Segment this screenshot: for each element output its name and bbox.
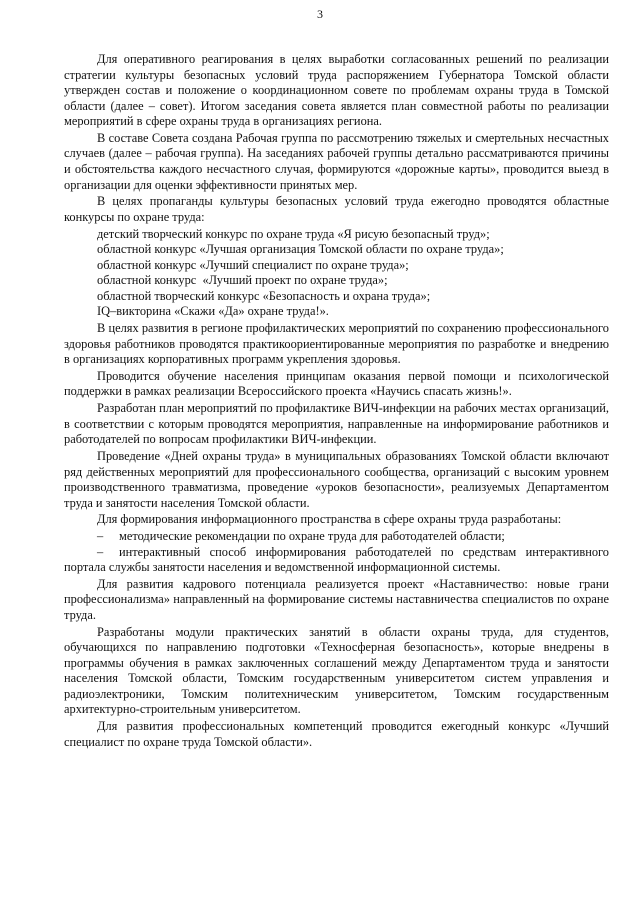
paragraph-info-space: Для формирования информационного пространства в сфере охраны труда разработаны: [97,512,562,527]
paragraph-health-programs: В целях развития в регионе профилактических мероприятий по сохранению профессионального здоровья работников проводятся практикоориентированные мероприятия по разработке и внедрению в организациях корпоративных программ укрепления здоровья. [64,321,609,367]
list-item: областной творческий конкурс «Безопасность и охрана труда»; [97,288,431,303]
page-number: 3 [317,7,323,21]
list-item: областной конкурс «Лучшая организация Томской области по охране труда»; [97,242,504,257]
list-item [64,529,609,545]
list-item: областной конкурс «Лучший проект по охране труда»; [97,273,388,288]
list-item-text: методические рекомендации по охране труда для работодателей области; [119,529,505,544]
dash-mark: – [97,544,104,559]
dash-list [64,529,609,576]
paragraph-first-aid: Проводится обучение населения принципам оказания первой помощи и психологической поддержки в рамках реализации Всероссийского проекта «Научись спасать жизнь!». [64,368,609,399]
paragraph-safety-days: Проведение «Дней охраны труда» в муниципальных образованиях Томской области включают ряд действенных мероприятий для профессионального сообщества, организаций с высоким уровнем производственного травматизма, проведение «уроков безопасности», реализуемых Департаментом труда и занятости населения Томской области. [64,448,609,510]
paragraph-hiv-plan: Разработан план мероприятий по профилактике ВИЧ-инфекции на рабочих местах организаций, в соответствии с которым проводятся мероприятия, направленные на информирование работников и работодателей по вопросам профилактики ВИЧ-инфекции. [64,401,609,447]
contests-list [64,227,609,320]
dash-mark: – [97,529,104,544]
paragraph-working-group: В составе Совета создана Рабочая группа по рассмотрению тяжелых и смертельных несчастных случаев (далее – рабочая группа). На заседаниях рабочей группы детально рассматриваются причины и обстоятельства каждого несчастного случая, формируются «дорожные карты», проводится выезд в организации для оценки эффективности принятых мер. [64,130,609,192]
list-item: IQ–викторина «Скажи «Да» охране труда!». [97,304,329,319]
document-body [64,52,609,752]
list-item: областной конкурс «Лучший специалист по охране труда»; [97,257,409,272]
paragraph-coordination-council: Для оперативного реагирования в целях выработки согласованных решений по реализации стратегии культуры безопасных условий труда распоряжением Губернатора Томской области утвержден состав и положение о координационном совете по проблемам охраны труда в Томской области (далее – совет). Итогом заседания совета является план совместной работы по реализации мероприятий в сфере охраны труда в организациях региона. [64,52,609,129]
paragraph-best-specialist: Для развития профессиональных компетенций проводится ежегодный конкурс «Лучший специалист по охране труда Томской области». [64,719,609,749]
list-item: детский творческий конкурс по охране труда «Я рисую безопасный труд»; [97,226,490,241]
paragraph-practical-modules: Разработаны модули практических занятий в области охраны труда, для студентов, обучающихся по направлению подготовки «Техносферная безопасность», которые внедрены в программы обучения в рамках заключенных соглашений между Департаментом труда и занятости населения Томской области, Томским государственным университетом систем управления и радиоэлектроники, Томским политехническим университетом, Томским государственным архитектурно-строительным университетом. [64,624,609,717]
list-item-text: интерактивный способ информирования работодателей по средствам интерактивного портала службы занятости населения и ведомственной информационной системы. [64,544,609,575]
paragraph-contests-intro: В целях пропаганды культуры безопасных условий труда ежегодно проводятся областные конкурсы по охране труда: [64,194,609,224]
list-item [64,545,609,576]
paragraph-mentoring: Для развития кадрового потенциала реализуется проект «Наставничество: новые грани профессионализма» направленный на формирование системы наставничества специалистов по охране труда. [64,576,609,623]
